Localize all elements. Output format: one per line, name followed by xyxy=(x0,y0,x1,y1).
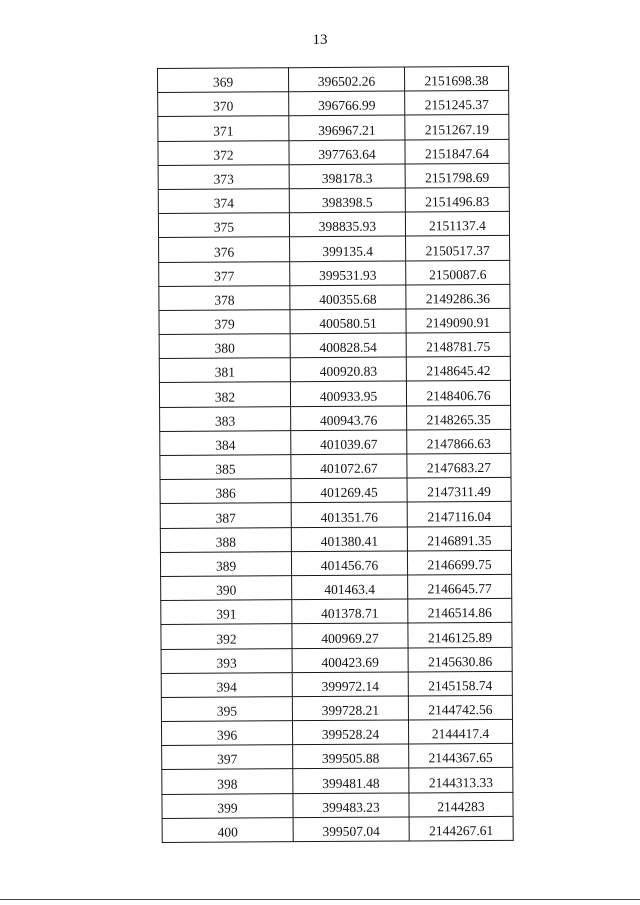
y-coordinate-cell: 2144742.56 xyxy=(408,695,512,720)
x-coordinate-cell: 400355.68 xyxy=(290,285,406,310)
y-coordinate-cell: 2147311.49 xyxy=(407,478,511,503)
y-coordinate-cell: 2148265.35 xyxy=(407,405,511,430)
table-row xyxy=(158,66,509,92)
table-row xyxy=(160,405,511,431)
table-row xyxy=(161,647,512,673)
x-coordinate-cell: 401351.76 xyxy=(291,502,407,527)
x-coordinate-cell: 401378.71 xyxy=(292,599,408,624)
point-number-cell: 392 xyxy=(161,624,292,649)
x-coordinate-cell: 399728.21 xyxy=(292,696,408,721)
y-coordinate-cell: 2146125.89 xyxy=(408,623,512,648)
point-number-cell: 369 xyxy=(158,68,289,93)
x-coordinate-cell: 400969.27 xyxy=(292,623,408,648)
y-coordinate-cell: 2148406.76 xyxy=(406,381,510,406)
x-coordinate-cell: 401039.67 xyxy=(291,430,407,455)
x-coordinate-cell: 401456.76 xyxy=(291,551,407,576)
x-coordinate-cell: 401463.4 xyxy=(292,575,408,600)
point-number-cell: 379 xyxy=(159,310,290,335)
y-coordinate-cell: 2151245.37 xyxy=(405,91,509,116)
x-coordinate-cell: 399135.4 xyxy=(290,236,406,261)
point-number-cell: 397 xyxy=(162,745,293,770)
x-coordinate-cell: 398835.93 xyxy=(289,212,405,237)
x-coordinate-cell: 399531.93 xyxy=(290,260,406,285)
point-number-cell: 388 xyxy=(160,527,291,552)
x-coordinate-cell: 399483.23 xyxy=(293,793,409,818)
table-row xyxy=(161,623,512,649)
point-number-cell: 396 xyxy=(161,721,292,746)
table-row xyxy=(162,792,513,818)
point-number-cell: 375 xyxy=(158,213,289,238)
table-row xyxy=(160,502,511,528)
y-coordinate-cell: 2149286.36 xyxy=(406,284,510,309)
y-coordinate-cell: 2148645.42 xyxy=(406,357,510,382)
y-coordinate-cell: 2151798.69 xyxy=(405,163,509,188)
y-coordinate-cell: 2146645.77 xyxy=(408,574,512,599)
point-number-cell: 387 xyxy=(160,503,291,528)
y-coordinate-cell: 2145630.86 xyxy=(408,647,512,672)
point-number-cell: 383 xyxy=(160,406,291,431)
y-coordinate-cell: 2150087.6 xyxy=(406,260,510,285)
table-row xyxy=(160,453,511,479)
point-number-cell: 373 xyxy=(158,164,289,189)
point-number-cell: 374 xyxy=(158,189,289,214)
table-row xyxy=(161,574,512,600)
x-coordinate-cell: 399972.14 xyxy=(292,672,408,697)
x-coordinate-cell: 400580.51 xyxy=(290,309,406,334)
table-row xyxy=(158,115,509,141)
y-coordinate-cell: 2151847.64 xyxy=(405,139,509,164)
table-row xyxy=(160,429,511,455)
x-coordinate-cell: 401269.45 xyxy=(291,478,407,503)
x-coordinate-cell: 399528.24 xyxy=(292,720,408,745)
point-number-cell: 391 xyxy=(161,600,292,625)
y-coordinate-cell: 2147683.27 xyxy=(407,453,511,478)
x-coordinate-cell: 396967.21 xyxy=(289,115,405,140)
point-number-cell: 400 xyxy=(162,817,293,842)
point-number-cell: 385 xyxy=(160,455,291,480)
x-coordinate-cell: 401380.41 xyxy=(291,527,407,552)
table-row xyxy=(160,550,511,576)
point-number-cell: 371 xyxy=(158,116,289,141)
point-number-cell: 381 xyxy=(159,358,290,383)
y-coordinate-cell: 2146891.35 xyxy=(407,526,511,551)
table-row xyxy=(160,478,511,504)
x-coordinate-cell: 398178.3 xyxy=(289,164,405,189)
y-coordinate-cell: 2144417.4 xyxy=(408,719,512,744)
y-coordinate-cell: 2147116.04 xyxy=(407,502,511,527)
point-number-cell: 398 xyxy=(162,769,293,794)
table-row xyxy=(159,236,510,262)
table-row xyxy=(161,598,512,624)
table-row xyxy=(159,284,510,310)
point-number-cell: 372 xyxy=(158,140,289,165)
x-coordinate-cell: 396502.26 xyxy=(289,67,405,92)
point-number-cell: 382 xyxy=(159,382,290,407)
y-coordinate-cell: 2144367.65 xyxy=(409,744,513,769)
y-coordinate-cell: 2145158.74 xyxy=(408,671,512,696)
point-number-cell: 384 xyxy=(160,431,291,456)
y-coordinate-cell: 2151267.19 xyxy=(405,115,509,140)
page-number: 13 xyxy=(312,32,328,48)
table-row xyxy=(159,260,510,286)
table-row xyxy=(162,744,513,770)
table-row xyxy=(159,357,510,383)
point-number-cell: 380 xyxy=(159,334,290,359)
y-coordinate-cell: 2144267.61 xyxy=(409,816,513,841)
x-coordinate-cell: 399505.88 xyxy=(293,744,409,769)
y-coordinate-cell: 2150517.37 xyxy=(406,236,510,261)
table-row xyxy=(158,163,509,189)
table-body xyxy=(158,66,514,842)
table-row xyxy=(159,381,510,407)
point-number-cell: 390 xyxy=(161,576,292,601)
y-coordinate-cell: 2151698.38 xyxy=(404,66,508,91)
x-coordinate-cell: 397763.64 xyxy=(289,140,405,165)
y-coordinate-cell: 2151137.4 xyxy=(405,211,509,236)
x-coordinate-cell: 400933.95 xyxy=(290,381,406,406)
point-number-cell: 370 xyxy=(158,92,289,117)
x-coordinate-cell: 399507.04 xyxy=(293,817,409,842)
y-coordinate-cell: 2146514.86 xyxy=(408,598,512,623)
point-number-cell: 399 xyxy=(162,793,293,818)
page-bottom-edge xyxy=(0,899,640,905)
table-row xyxy=(161,695,512,721)
table-row xyxy=(162,768,513,794)
y-coordinate-cell: 2144313.33 xyxy=(409,768,513,793)
y-coordinate-cell: 2144283 xyxy=(409,792,513,817)
x-coordinate-cell: 401072.67 xyxy=(291,454,407,479)
point-number-cell: 389 xyxy=(160,551,291,576)
point-number-cell: 395 xyxy=(161,697,292,722)
x-coordinate-cell: 400828.54 xyxy=(290,333,406,358)
point-number-cell: 393 xyxy=(161,648,292,673)
x-coordinate-cell: 400920.83 xyxy=(290,357,406,382)
x-coordinate-cell: 396766.99 xyxy=(289,91,405,116)
point-number-cell: 386 xyxy=(160,479,291,504)
table-row xyxy=(158,91,509,117)
point-number-cell: 378 xyxy=(159,285,290,310)
x-coordinate-cell: 398398.5 xyxy=(289,188,405,213)
point-number-cell: 394 xyxy=(161,672,292,697)
table-row xyxy=(160,526,511,552)
x-coordinate-cell: 399481.48 xyxy=(293,768,409,793)
x-coordinate-cell: 400423.69 xyxy=(292,647,408,672)
y-coordinate-cell: 2146699.75 xyxy=(407,550,511,575)
table-row xyxy=(159,332,510,358)
point-number-cell: 376 xyxy=(159,237,290,262)
coordinates-table xyxy=(157,66,514,843)
table-row xyxy=(158,211,509,237)
point-number-cell: 377 xyxy=(159,261,290,286)
table-row xyxy=(159,308,510,334)
x-coordinate-cell: 400943.76 xyxy=(291,406,407,431)
y-coordinate-cell: 2147866.63 xyxy=(407,429,511,454)
y-coordinate-cell: 2148781.75 xyxy=(406,332,510,357)
table-row xyxy=(162,816,513,842)
table-row xyxy=(158,187,509,213)
table-row xyxy=(161,719,512,745)
y-coordinate-cell: 2149090.91 xyxy=(406,308,510,333)
table-row xyxy=(158,139,509,165)
table-row xyxy=(161,671,512,697)
y-coordinate-cell: 2151496.83 xyxy=(405,187,509,212)
